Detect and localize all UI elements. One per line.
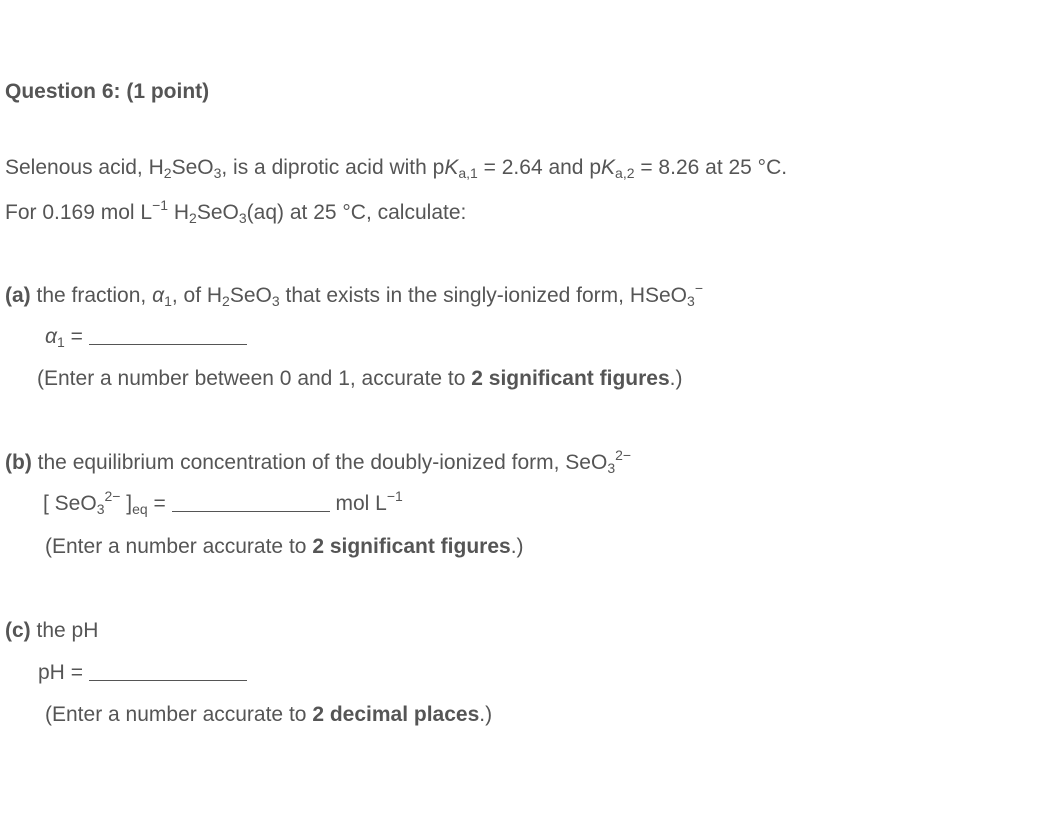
part-b-answer-input[interactable] xyxy=(172,493,330,512)
ka-symbol: K xyxy=(601,156,616,179)
part-c-hint xyxy=(45,703,492,727)
part-b-question xyxy=(5,447,632,476)
concentration-close: ] xyxy=(120,492,133,515)
part-a-answer-row xyxy=(45,325,247,349)
intro-sub: a,2 xyxy=(615,165,635,181)
part-a-hint xyxy=(37,367,682,391)
intro-text: SeO xyxy=(196,201,239,224)
question-title: Question 6: (1 point) xyxy=(5,80,210,103)
intro-sup: −1 xyxy=(152,197,169,213)
part-a-label: (a) xyxy=(5,284,31,307)
intro-sub: 2 xyxy=(189,210,197,226)
intro-line-2 xyxy=(5,197,467,226)
part-a-text: that exists in the singly-ionized form, HSeO xyxy=(279,284,688,307)
alpha-variable-sub: 1 xyxy=(56,334,65,350)
intro-sub: 2 xyxy=(163,165,172,181)
part-a-text: , of H xyxy=(171,284,223,307)
intro-sub: 3 xyxy=(213,165,222,181)
hint-text: .) xyxy=(510,535,524,558)
ph-variable: pH xyxy=(38,661,65,684)
part-c-question xyxy=(5,619,98,643)
intro-text: , is a diprotic acid with p xyxy=(221,156,445,179)
hint-text: (Enter a number between 0 and 1, accurate to xyxy=(37,367,472,390)
part-a-text: the fraction, xyxy=(30,284,153,307)
concentration-open: [ SeO xyxy=(43,492,97,515)
part-a-sub: 1 xyxy=(164,293,172,309)
intro-sub: 3 xyxy=(238,210,247,226)
part-b-label: (b) xyxy=(5,451,32,474)
hint-text: (Enter a number accurate to xyxy=(45,535,313,558)
equals-sign: = xyxy=(64,661,89,684)
part-a-sub: 2 xyxy=(222,293,230,309)
part-a-text: SeO xyxy=(229,284,272,307)
part-b-sup: 2− xyxy=(615,447,632,463)
hint-bold: 2 significant figures xyxy=(312,535,511,558)
equals-sign: = xyxy=(147,492,172,515)
alpha-symbol: α xyxy=(152,284,165,307)
hint-text: .) xyxy=(479,703,493,726)
hint-text: .) xyxy=(669,367,683,390)
part-a-question xyxy=(5,280,703,309)
concentration-sup: 2− xyxy=(104,488,121,504)
part-a-answer-input[interactable] xyxy=(89,326,247,345)
intro-line-1 xyxy=(5,156,787,180)
part-a-sub: 3 xyxy=(271,293,280,309)
alpha-variable: α xyxy=(45,325,57,348)
intro-text: H xyxy=(168,201,190,224)
unit-sup: −1 xyxy=(386,488,403,504)
concentration-sub: 3 xyxy=(96,501,105,517)
part-a-sup: − xyxy=(694,280,703,296)
unit-text: mol L xyxy=(329,492,387,515)
part-a-sub: 3 xyxy=(687,293,695,309)
ka-symbol: K xyxy=(444,156,459,179)
intro-text: (aq) at 25 °C, calculate: xyxy=(246,201,467,224)
equals-sign: = xyxy=(64,325,89,348)
part-c-text: the pH xyxy=(30,619,99,642)
part-b-text: the equilibrium concentration of the doubly-ionized form, SeO xyxy=(31,451,608,474)
part-b-answer-row xyxy=(43,488,403,517)
intro-text: For 0.169 mol L xyxy=(5,201,153,224)
part-b-sub: 3 xyxy=(607,460,616,476)
intro-sub: a,1 xyxy=(458,165,478,181)
intro-text: SeO xyxy=(171,156,214,179)
part-c-answer-input[interactable] xyxy=(89,662,247,681)
part-c-label: (c) xyxy=(5,619,31,642)
hint-bold: 2 significant figures xyxy=(471,367,670,390)
hint-bold: 2 decimal places xyxy=(312,703,480,726)
part-b-hint xyxy=(45,535,524,559)
eq-sub: eq xyxy=(132,501,148,517)
intro-text: = 2.64 and p xyxy=(477,156,602,179)
hint-text: (Enter a number accurate to xyxy=(45,703,313,726)
intro-text: Selenous acid, H xyxy=(5,156,164,179)
part-c-answer-row xyxy=(38,661,247,685)
intro-text: = 8.26 at 25 °C. xyxy=(634,156,788,179)
